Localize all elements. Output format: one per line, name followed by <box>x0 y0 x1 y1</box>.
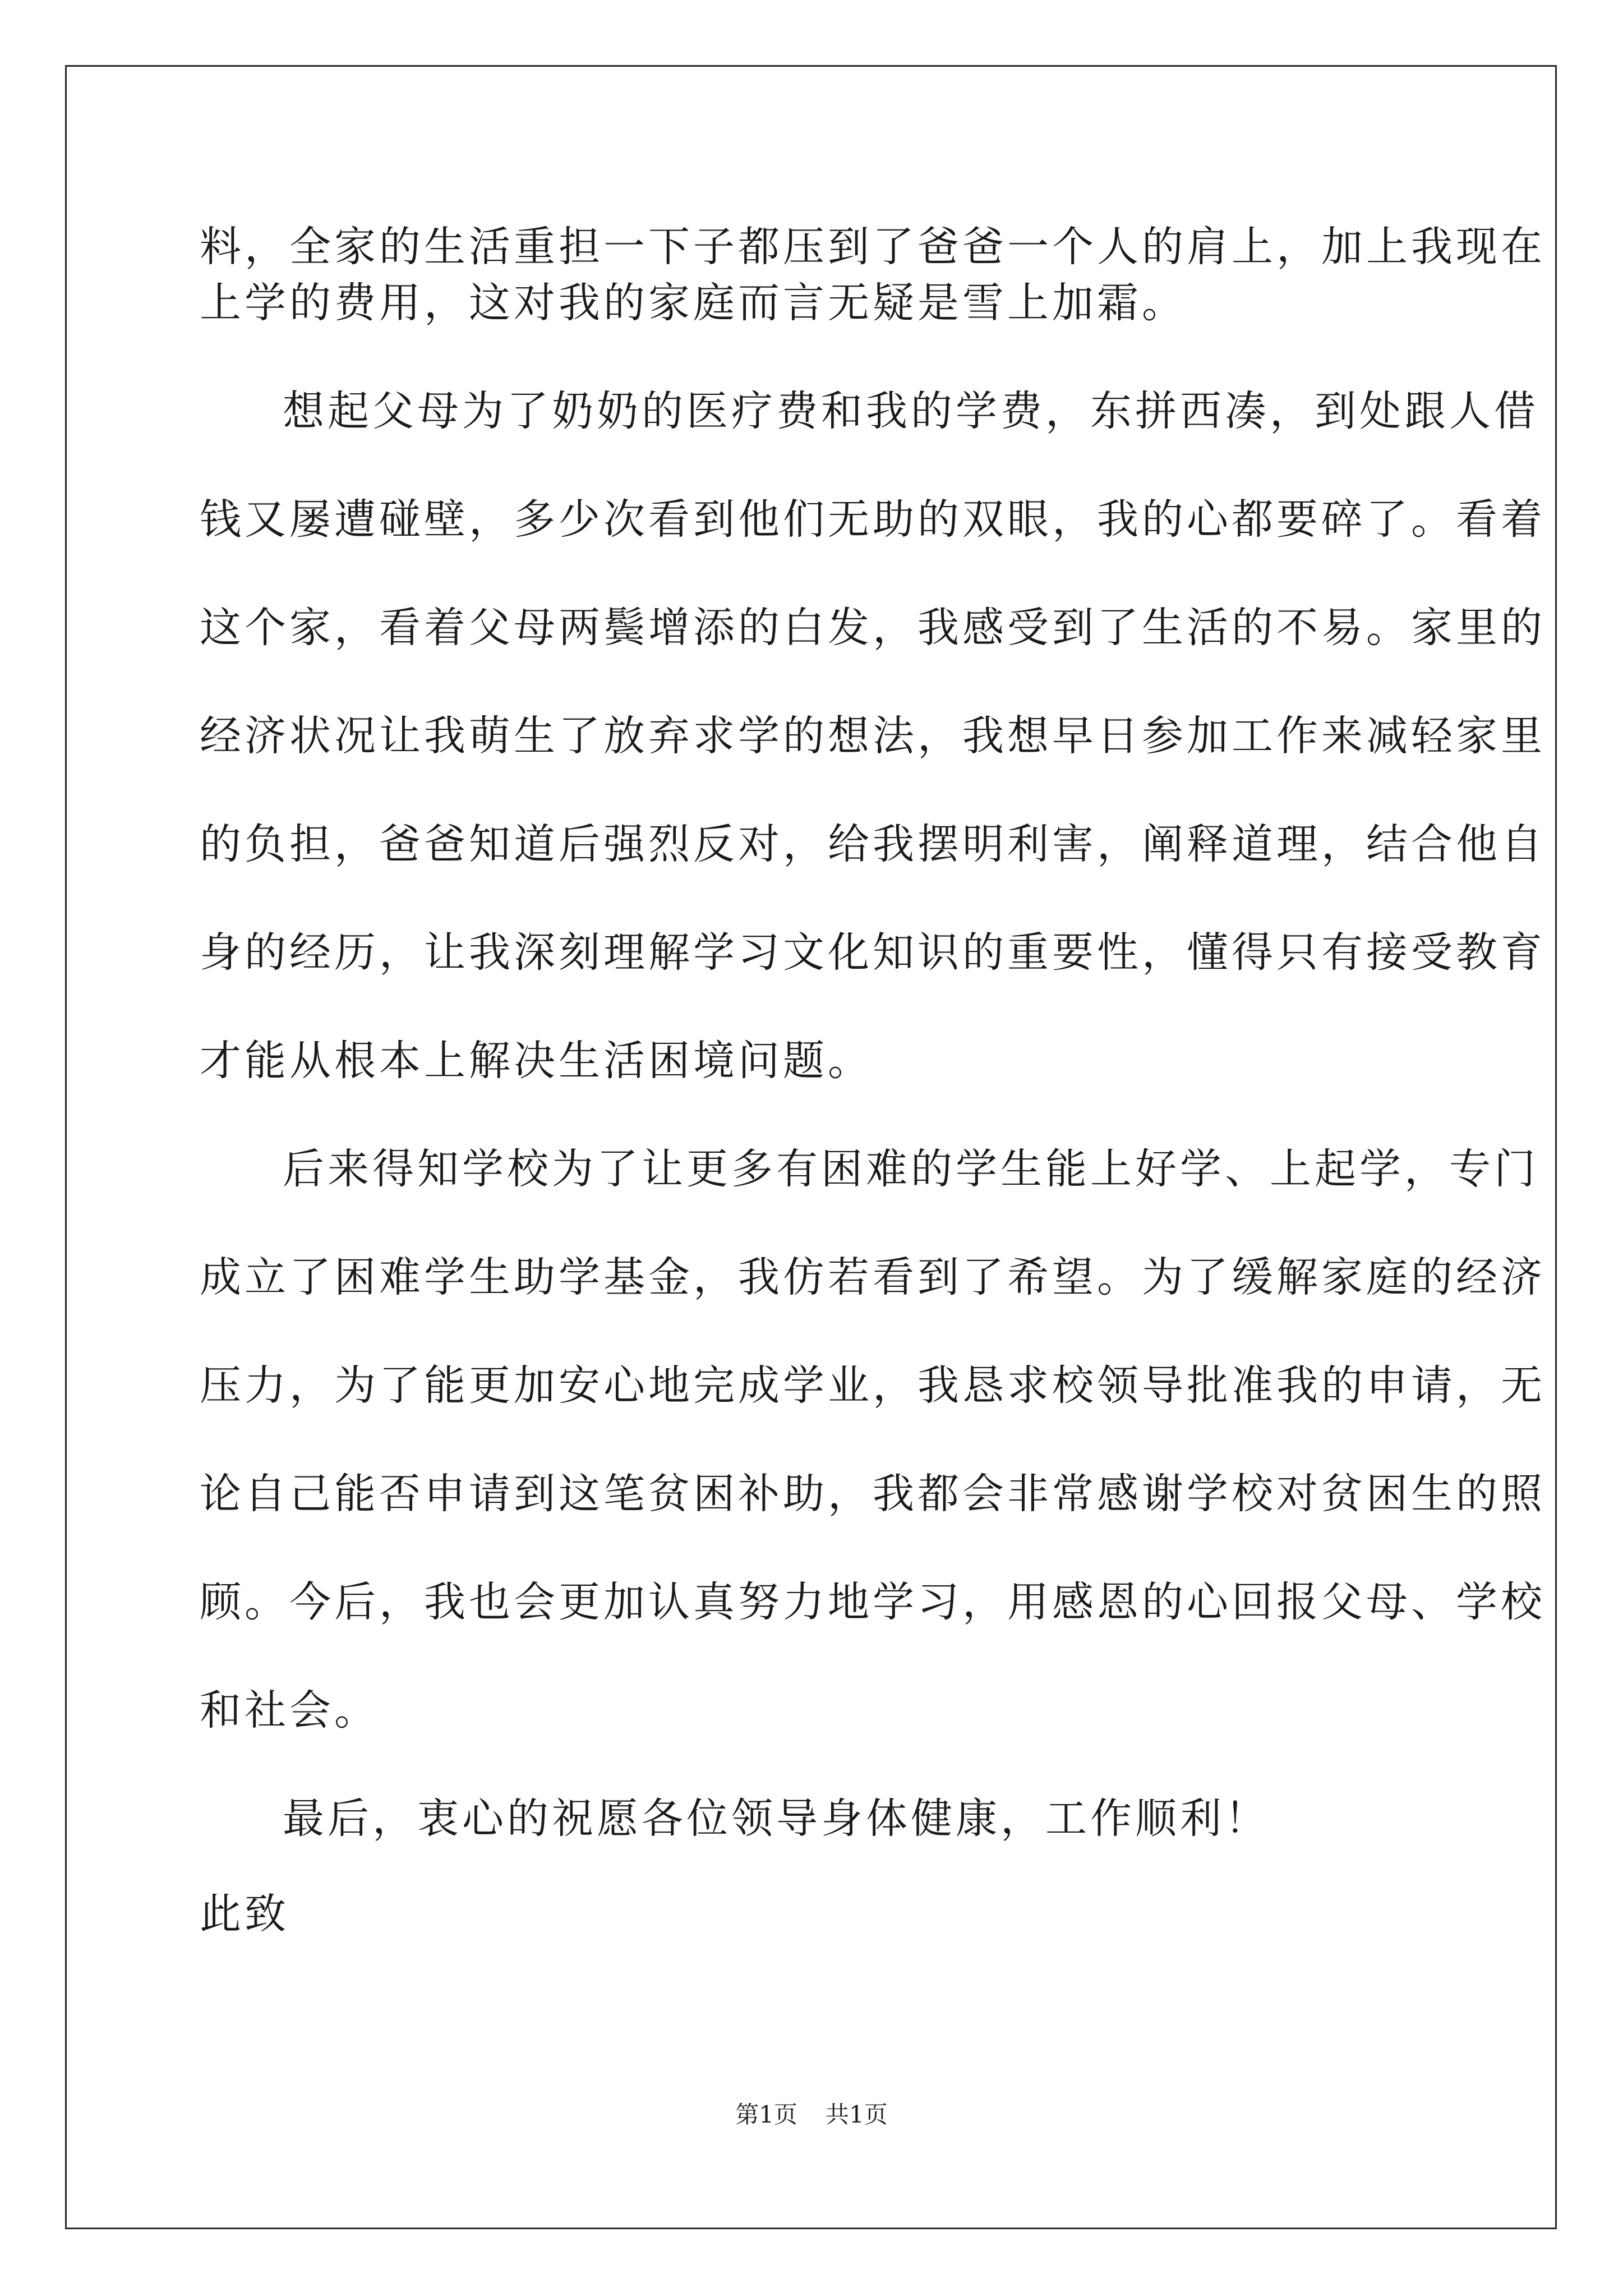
text-line: 才能从根本上解决生活困境问题。 <box>200 1037 873 1085</box>
text-line: 料，全家的生活重担一下子都压到了爸爸一个人的肩上，加上我现在 <box>200 223 1546 271</box>
text-line: 的负担，爸爸知道后强烈反对，给我摆明利害，阐释道理，结合他自 <box>200 820 1546 868</box>
text-line: 身的经历，让我深刻理解学习文化知识的重要性，懂得只有接受教育 <box>200 928 1546 977</box>
document-body <box>200 219 1546 1942</box>
text-line: 此致 <box>200 1890 289 1938</box>
text-line: 成立了困难学生助学基金，我仿若看到了希望。为了缓解家庭的经济 <box>200 1253 1546 1301</box>
text-line: 钱又屡遭碰壁，多少次看到他们无助的双眼，我的心都要碎了。看着 <box>200 495 1546 544</box>
paragraph <box>200 1886 1439 1942</box>
paragraph <box>200 1791 1439 1847</box>
text-line: 顾。今后，我也会更加认真努力地学习，用感恩的心回报父母、学校 <box>200 1578 1546 1626</box>
page-footer <box>0 2098 1623 2132</box>
text-line: 经济状况让我萌生了放弃求学的想法，我想早日参加工作来减轻家里 <box>200 712 1546 760</box>
text-line: 上学的费用，这对我的家庭而言无疑是雪上加霜。 <box>200 279 1187 327</box>
page-total: 共1页 <box>826 2101 888 2128</box>
paragraph <box>200 1141 1546 1738</box>
text-line: 后来得知学校为了让更多有困难的学生能上好学、上起学，专门 <box>283 1145 1539 1193</box>
paragraph <box>200 383 1546 1089</box>
text-line: 最后，衷心的祝愿各位领导身体健康，工作顺利！ <box>283 1795 1270 1843</box>
text-line: 想起父母为了奶奶的医疗费和我的学费，东拼西凑，到处跟人借 <box>283 387 1539 435</box>
paragraph <box>200 219 1546 331</box>
text-line: 这个家，看着父母两鬓增添的白发，我感受到了生活的不易。家里的 <box>200 604 1546 652</box>
text-line: 和社会。 <box>200 1686 379 1734</box>
text-line: 论自己能否申请到这笔贫困补助，我都会非常感谢学校对贫困生的照 <box>200 1470 1546 1518</box>
text-line: 压力，为了能更加安心地完成学业，我恳求校领导批准我的申请，无 <box>200 1361 1546 1410</box>
page-number: 第1页 <box>735 2101 797 2128</box>
